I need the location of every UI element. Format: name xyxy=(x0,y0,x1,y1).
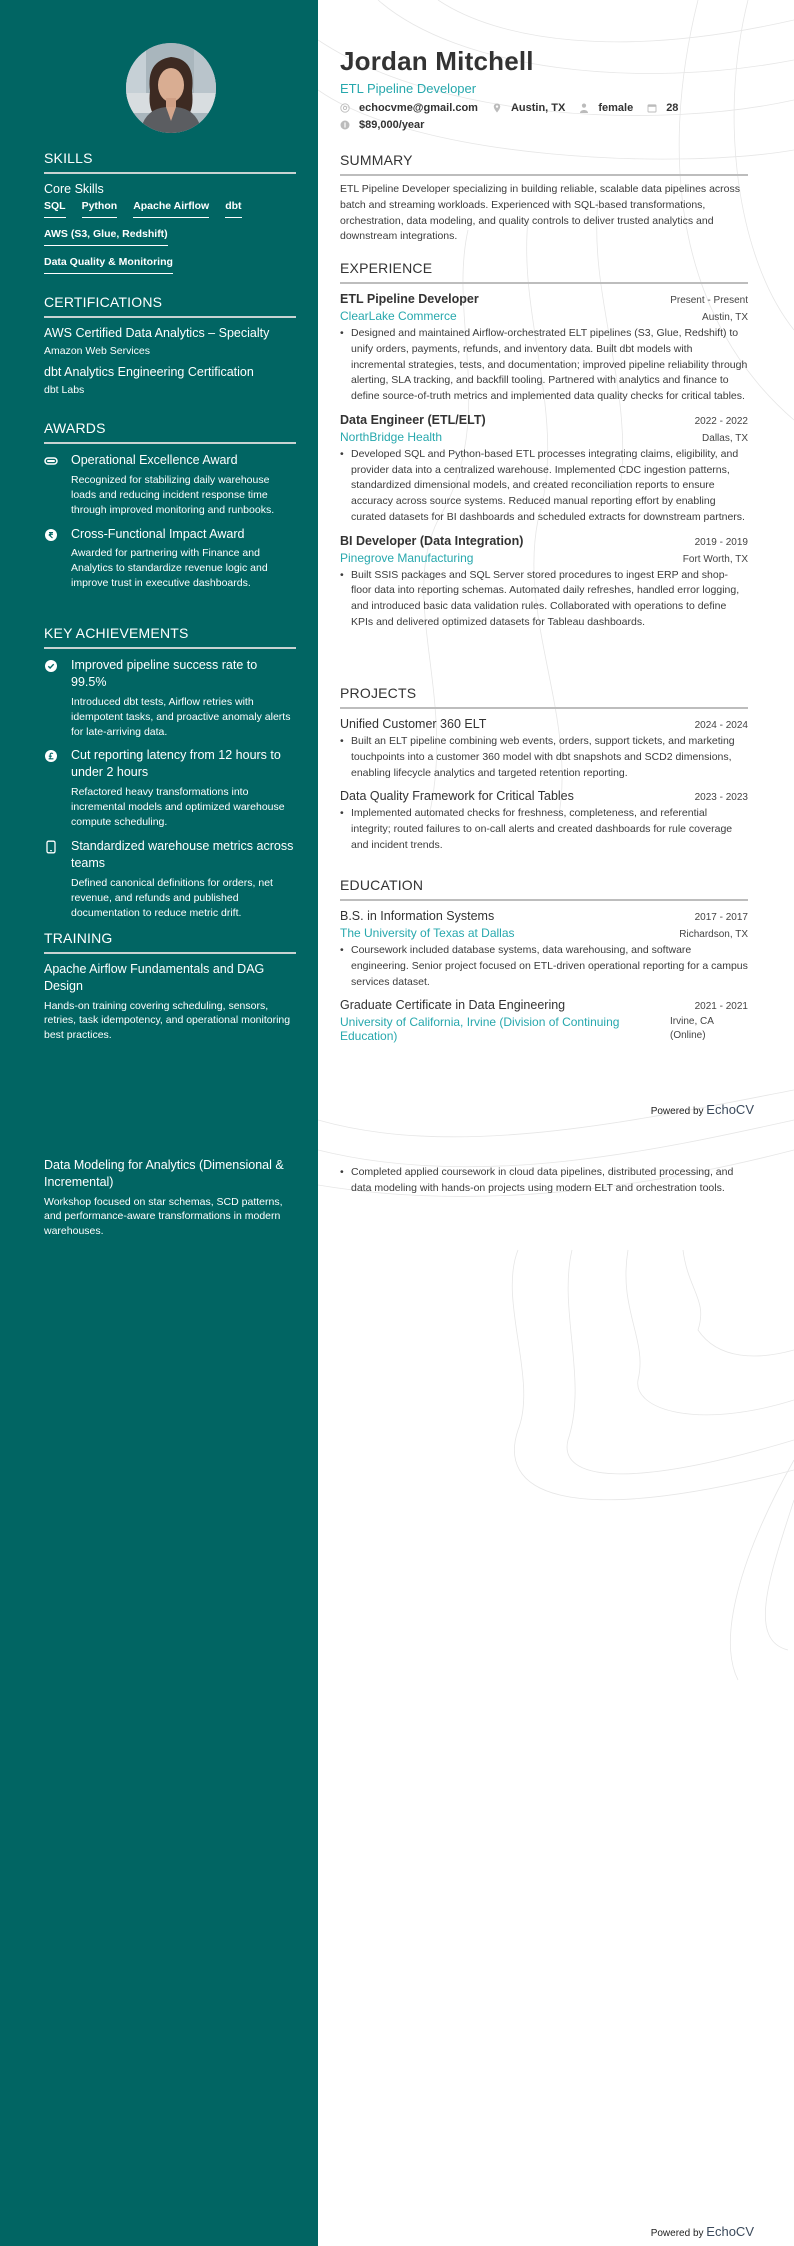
person-icon xyxy=(579,103,589,113)
school-name: University of California, Irvine (Division of Continuing Education) xyxy=(340,1015,620,1044)
experience-item xyxy=(340,413,748,526)
training-description: Workshop focused on star schemas, SCD patterns, and performance-aware transformations in modern warehouses. xyxy=(44,1195,283,1238)
company-name: ClearLake Commerce xyxy=(340,309,457,323)
resume-header xyxy=(340,46,748,131)
project-item xyxy=(340,789,748,853)
job-dates: 2019 - 2019 xyxy=(694,536,748,548)
achievements-section xyxy=(44,625,296,920)
tablet-icon xyxy=(44,840,71,854)
job-location: Fort Worth, TX xyxy=(682,553,748,565)
education-bullet: • Coursework included database systems, data warehousing, and software engineering. Senior project focused on ETL-driven operational reporting for a campus services dataset. xyxy=(340,943,748,990)
achievement-title: Standardized warehouse metrics across teams xyxy=(71,838,294,870)
candidate-title: ETL Pipeline Developer xyxy=(340,81,477,96)
education-section-continued xyxy=(340,1162,748,1197)
contact-info xyxy=(340,102,748,131)
experience-item xyxy=(340,292,748,405)
job-dates: 2022 - 2022 xyxy=(694,415,748,427)
company-name: NorthBridge Health xyxy=(340,429,443,444)
award-title: Cross-Functional Impact Award xyxy=(71,526,245,541)
job-title: BI Developer (Data Integration) xyxy=(340,533,524,548)
candidate-name: Jordan Mitchell xyxy=(340,46,534,76)
summary-text: ETL Pipeline Developer specializing in building reliable, scalable data pipelines across batch and streaming workloads. Experienced with SQL-based transformations, orchestration, data modeling, and quality controls to deliver trusted analytics and downstream integrations. xyxy=(340,183,741,243)
job-title: Data Engineer (ETL/ELT) xyxy=(340,412,486,427)
project-dates: 2024 - 2024 xyxy=(694,720,748,731)
education-dates: 2021 - 2021 xyxy=(694,1001,748,1013)
certification-item xyxy=(44,365,296,396)
job-location: Dallas, TX xyxy=(702,432,748,444)
achievement-title: Cut reporting latency from 12 hours to under 2 hours xyxy=(71,748,281,780)
project-bullet: • Built an ELT pipeline combining web events, orders, support tickets, and marketing touchpoints into a customer 360 model with dbt snapshots and SCD2 dimensions, enabling lifecycle analytics and targeted retention reporting. xyxy=(340,734,748,781)
education-bullet: • Completed applied coursework in cloud data pipelines, distributed processing, and data modeling with hands-on projects using modern ELT and orchestration tools. xyxy=(340,1165,748,1197)
achievement-description: Introduced dbt tests, Airflow retries with idempotent tasks, and proactive anomaly alerts for late-arriving data. xyxy=(71,695,291,738)
education-title: EDUCATION xyxy=(340,877,748,901)
achievement-item xyxy=(44,747,296,829)
certification-issuer: dbt Labs xyxy=(44,384,85,396)
awards-title: AWARDS xyxy=(44,420,296,444)
certification-name: dbt Analytics Engineering Certification xyxy=(44,365,254,379)
awards-section xyxy=(44,420,296,591)
degree-name: Graduate Certificate in Data Engineering xyxy=(340,998,566,1013)
rupee-coin-icon xyxy=(44,528,71,542)
map-pin-icon xyxy=(492,103,502,113)
powered-by-footer: Powered by EchoCV xyxy=(650,1102,754,1117)
project-name: Unified Customer 360 ELT xyxy=(340,717,487,731)
job-title: ETL Pipeline Developer xyxy=(340,292,479,306)
powered-by-footer: Powered by EchoCV xyxy=(650,2224,754,2239)
project-bullet: • Implemented automated checks for freshness, completeness, and referential integrity; routed failures to on-call alerts and created dashboards for rule coverage and incident trends. xyxy=(340,806,748,853)
sidebar xyxy=(0,0,318,2246)
job-bullet: • Developed SQL and Python-based ETL processes integrating claims, eligibility, and provider data into a centralized warehouse. Implemented CDC ingestion patterns, standardized dimensional models, and created reconciliation reports to ensure accuracy across source systems. Reduced manual reporting effort by enabling curated datasets for BI dashboards and scheduled extracts for downstream partners. xyxy=(340,447,748,526)
award-description: Awarded for partnering with Finance and Analytics to standardize revenue logic and improve trust in executive dashboards. xyxy=(71,547,268,590)
contact-age: 28 xyxy=(647,102,678,114)
training-item xyxy=(44,961,296,1043)
skills-title: SKILLS xyxy=(44,150,296,174)
projects-section xyxy=(340,685,748,854)
coin-icon xyxy=(340,120,350,130)
training-name: Apache Airflow Fundamentals and DAG Design xyxy=(44,962,265,994)
skill-chip: Data Quality & Monitoring xyxy=(44,256,173,274)
summary-section xyxy=(340,152,748,245)
calendar-icon xyxy=(647,103,657,113)
achievement-item xyxy=(44,657,296,739)
contact-gender: female xyxy=(579,102,633,114)
contact-email[interactable]: echocvme@gmail.com xyxy=(340,102,478,114)
projects-title: PROJECTS xyxy=(340,685,748,709)
avatar xyxy=(126,43,216,133)
training-name: Data Modeling for Analytics (Dimensional & Incremental) xyxy=(44,1158,284,1190)
school-name: The University of Texas at Dallas xyxy=(340,926,515,940)
project-name: Data Quality Framework for Critical Tables xyxy=(340,789,574,804)
experience-title: EXPERIENCE xyxy=(340,260,748,284)
certification-item xyxy=(44,326,296,357)
training-description: Hands-on training covering scheduling, sensors, retries, task idempotency, and operational monitoring best practices. xyxy=(44,999,291,1042)
certifications-section xyxy=(44,294,296,396)
education-item xyxy=(340,909,748,990)
echocv-brand: EchoCV xyxy=(706,1102,754,1117)
skill-chip: AWS (S3, Glue, Redshift) xyxy=(44,228,168,246)
contact-salary: $89,000/year xyxy=(340,119,424,131)
company-name: Pinegrove Manufacturing xyxy=(340,550,474,565)
certification-name: AWS Certified Data Analytics – Specialty xyxy=(44,326,270,340)
echocv-brand: EchoCV xyxy=(706,2224,754,2239)
certifications-title: CERTIFICATIONS xyxy=(44,294,296,318)
degree-name: B.S. in Information Systems xyxy=(340,909,495,923)
achievement-description: Refactored heavy transformations into incremental models and optimized warehouse compute scheduling. xyxy=(71,786,285,829)
job-location: Austin, TX xyxy=(702,312,748,323)
skills-list xyxy=(44,200,296,284)
project-item xyxy=(340,717,748,781)
achievement-item xyxy=(44,838,296,920)
main-content xyxy=(318,0,794,2246)
skill-chip: Python xyxy=(82,200,118,218)
training-title: TRAINING xyxy=(44,930,296,954)
achievements-title: KEY ACHIEVEMENTS xyxy=(44,625,296,649)
education-dates: 2017 - 2017 xyxy=(694,912,748,923)
school-location: Richardson, TX xyxy=(679,929,748,940)
check-circle-icon xyxy=(44,659,71,673)
core-skills-label: Core Skills xyxy=(44,182,104,196)
school-location: Irvine, CA (Online) xyxy=(670,1016,714,1041)
education-section xyxy=(340,877,748,1043)
badge-icon xyxy=(44,454,71,468)
job-dates: Present - Present xyxy=(670,295,748,306)
award-title: Operational Excellence Award xyxy=(71,453,238,467)
summary-title: SUMMARY xyxy=(340,152,748,176)
award-description: Recognized for stabilizing daily warehouse loads and reducing incident response time through improved monitoring and runbooks. xyxy=(71,473,275,516)
pound-coin-icon xyxy=(44,749,71,763)
skills-section xyxy=(44,150,296,284)
award-item xyxy=(44,452,296,518)
skill-chip: SQL xyxy=(44,200,66,218)
certification-issuer: Amazon Web Services xyxy=(44,345,151,357)
training-item xyxy=(44,1157,296,1239)
job-bullet: • Designed and maintained Airflow-orchestrated ELT pipelines (S3, Glue, Redshift) to unify orders, payments, refunds, and inventory data. Built dbt models with incremental strategies, tests, and documentation; improved pipeline reliability through alerting, SLA tracking, and backfill tooling. Partnered with analytics and finance to define source-of-truth metrics and implemented data quality checks for critical tables. xyxy=(340,326,748,405)
project-dates: 2023 - 2023 xyxy=(694,792,748,804)
education-item xyxy=(340,998,748,1043)
contact-location: Austin, TX xyxy=(492,102,565,114)
at-icon xyxy=(340,103,350,113)
achievement-description: Defined canonical definitions for orders, net revenue, and refunds and published documentation to reduce metric drift. xyxy=(71,876,273,919)
experience-item xyxy=(340,534,748,631)
training-section-continued xyxy=(44,1157,296,1239)
achievement-title: Improved pipeline success rate to 99.5% xyxy=(71,658,258,689)
award-item xyxy=(44,526,296,592)
experience-section xyxy=(340,260,748,631)
skill-chip: dbt xyxy=(225,200,241,218)
skill-chip: Apache Airflow xyxy=(133,200,209,218)
training-section xyxy=(44,930,296,1043)
job-bullet: • Built SSIS packages and SQL Server stored procedures to ingest ERP and shop-floor data into reporting schemas. Automated daily refreshes, handled error logging, and introduced basic data validation rules. Collaborated with operations to define KPIs and delivered optimized datasets for Tableau dashboards. xyxy=(340,568,748,631)
